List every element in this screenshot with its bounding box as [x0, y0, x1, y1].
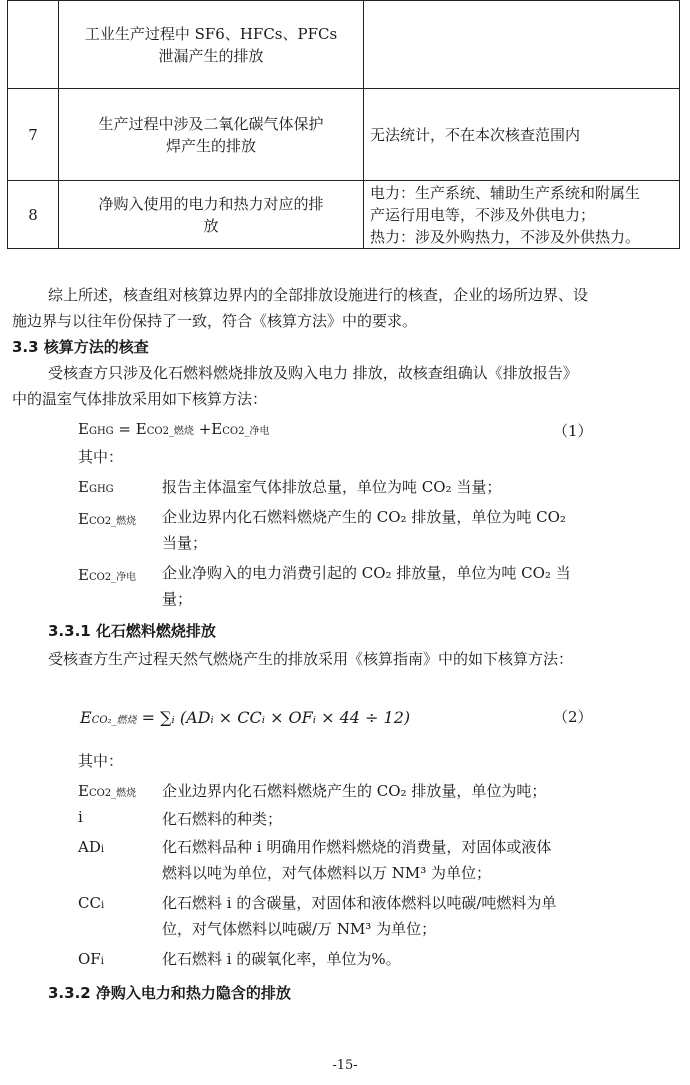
definition-text: 化石燃料品种 i 明确用作燃料燃烧的消费量，对固体或液体 燃料以吨为单位，对气体燃料以万 NM³ 为单位； — [162, 838, 552, 882]
where-label: 其中： — [78, 448, 124, 466]
section-3-3-1-intro: 受核查方生产过程天然气燃烧产生的排放采用《核算指南》中的如下核算方法： — [48, 650, 574, 668]
section-heading-3-3-1: 3.3.1 化石燃料燃烧排放 — [48, 622, 216, 640]
definition-term: i — [78, 808, 83, 826]
note-cell — [364, 1, 680, 89]
row-number — [8, 1, 59, 89]
definition-term: ADi — [78, 838, 105, 856]
note-cell: 电力：生产系统、辅助生产系统和附属生 产运行用电等，不涉及外供电力； 热力：涉及外购热力，不涉及外供热力。 — [364, 181, 680, 249]
page-number: -15- — [332, 1058, 358, 1073]
section-heading-3-3: 3.3 核算方法的核查 — [12, 338, 149, 356]
equation-number-1: （1） — [553, 422, 593, 440]
table-row — [8, 89, 680, 181]
definition-term: CCi — [78, 894, 105, 912]
table-row — [8, 181, 680, 249]
section-heading-3-3-2: 3.3.2 净购入电力和热力隐含的排放 — [48, 984, 291, 1002]
definition-term: ECO2_燃烧 — [78, 782, 137, 800]
definition-text: 企业边界内化石燃料燃烧产生的 CO₂ 排放量，单位为吨； — [162, 782, 547, 800]
section-3-3-intro-1: 受核查方只涉及化石燃料燃烧排放及购入电力 排放，故核查组确认《排放报告》 — [48, 364, 578, 382]
emission-source-cell: 生产过程中涉及二氧化碳气体保护 焊产生的排放 — [59, 89, 364, 181]
summary-line-2: 施边界与以往年份保持了一致，符合《核算方法》中的要求。 — [12, 312, 418, 330]
summary-line-1: 综上所述，核查组对核算边界内的全部排放设施进行的核查，企业的场所边界、设 — [48, 286, 589, 304]
definition-text: 企业边界内化石燃料燃烧产生的 CO₂ 排放量，单位为吨 CO₂ 当量； — [162, 508, 566, 552]
definition-text: 化石燃料 i 的碳氧化率，单位为%。 — [162, 950, 401, 968]
definition-term: ECO2_净电 — [78, 566, 137, 584]
row-number: 7 — [8, 89, 59, 181]
where-label: 其中： — [78, 752, 124, 770]
section-3-3-intro-2: 中的温室气体排放采用如下核算方法： — [12, 390, 268, 408]
table-row — [8, 1, 680, 89]
emission-source-cell: 工业生产过程中 SF6、HFCs、PFCs 泄漏产生的排放 — [59, 1, 364, 89]
formula-1: EGHG = ECO2_燃烧 +ECO2_净电 — [78, 420, 270, 438]
definition-term: OFi — [78, 950, 104, 968]
definition-text: 化石燃料 i 的含碳量，对固体和液体燃料以吨碳/吨燃料为单 位，对气体燃料以吨碳/万 NM³ 为单位； — [162, 894, 557, 938]
note-cell: 无法统计，不在本次核查范围内 — [364, 89, 680, 181]
emission-source-table — [7, 0, 680, 249]
definition-text: 企业净购入的电力消费引起的 CO₂ 排放量，单位为吨 CO₂ 当 量； — [162, 564, 571, 608]
definition-text: 化石燃料的种类； — [162, 810, 283, 828]
formula-2: ECO₂_燃烧 = ∑ᵢ (ADᵢ × CCᵢ × OFᵢ × 44 ÷ 12) — [80, 708, 411, 727]
row-number: 8 — [8, 181, 59, 249]
definition-term: EGHG — [78, 478, 114, 496]
definition-term: ECO2_燃烧 — [78, 510, 137, 528]
equation-number-2: （2） — [553, 708, 593, 726]
definition-text: 报告主体温室气体排放总量，单位为吨 CO₂ 当量； — [162, 478, 502, 496]
emission-source-cell: 净购入使用的电力和热力对应的排 放 — [59, 181, 364, 249]
